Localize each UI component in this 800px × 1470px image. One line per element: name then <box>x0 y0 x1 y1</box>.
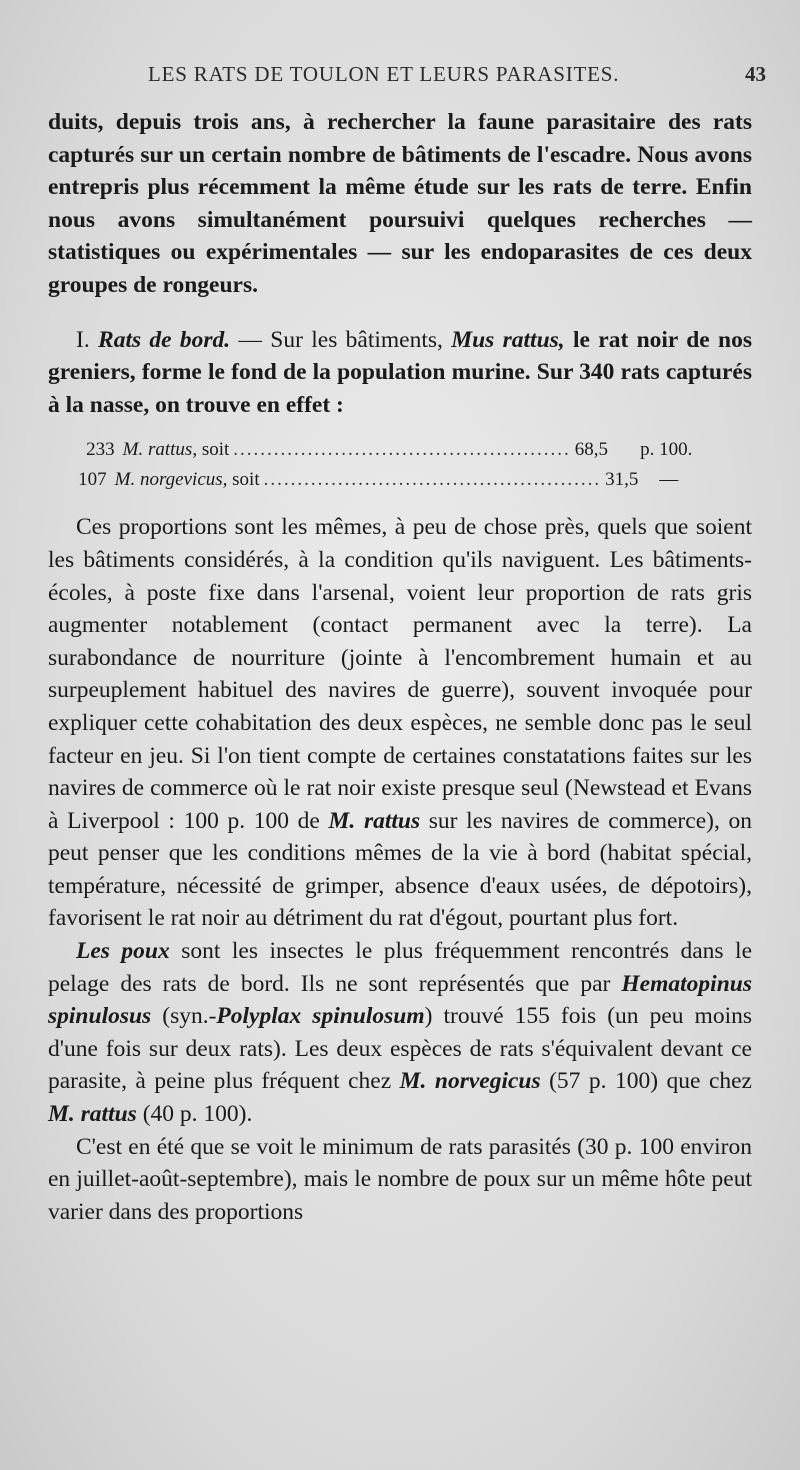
section-text: le rat noir de nos greniers, forme le fond de la population murine. Sur 340 rats capturés à la nasse, on trouve en effet : <box>48 326 753 418</box>
paragraph-text: duits, depuis trois ans, à rechercher la faune parasitaire des rats capturés sur un certain nombre de bâtiments de l'escadre. Nous avons entrepris plus récemment la même étude sur les rats de terre. Enfin nous avons simultanément poursuivi quelques recherches — statistiques ou expérimentales — sur les endoparasites de ces deux groupes de rongeurs. <box>48 109 752 298</box>
tally-species: M. rattus, <box>122 439 198 461</box>
paragraph-text: (40 p. 100). <box>136 1101 253 1128</box>
paragraph-text: sont les insectes le plus fréquemment rencontrés dans le pelage des rats de bord. Ils ne sont représentés que par <box>48 938 752 997</box>
species-name: Polyplax spinulosum <box>216 1003 425 1030</box>
section-title: Rats de bord. <box>98 326 231 353</box>
species-name: M. rattus <box>328 807 421 834</box>
tally-label <box>123 435 230 465</box>
tally-unit: p. 100. <box>640 439 693 461</box>
tally-count: 233 <box>86 439 115 461</box>
tally-species: M. norgevicus, <box>114 469 228 491</box>
tally-value: 68,5 <box>574 439 609 461</box>
section-numeral: I. <box>76 326 90 353</box>
paragraph-summer <box>48 1131 752 1229</box>
paragraph-poux <box>48 935 752 1131</box>
running-head: LES RATS DE TOULON ET LEURS PARASITES. <box>148 62 620 86</box>
page-number: 43 <box>745 62 766 86</box>
body-text <box>48 106 752 1228</box>
tally-leader-dots: .................................................. <box>233 439 571 461</box>
paragraph-text: Ces proportions sont les mêmes, à peu de chose près, quels que soient les bâtiments considérés, à la condition qu'ils naviguent. Les bâtiments-écoles, à poste fixe dans l'arsenal, voient leur proportion de rats gris augmenter notablement (contact permanent avec la terre). La surabondance de nourriture (jointe à l'encombrement humain et au surpeuplement habituel des navires de guerre), souvent invoquée pour expliquer cette cohabitation des deux espèces, ne semble donc pas le seul facteur en jeu. Si l'on tient compte de certaines constatations faites sur les navires de commerce où le rat noir existe presque seul (Newstead et Evans à Liverpool : 100 p. 100 de <box>48 514 752 834</box>
species-name: Mus rattus, <box>451 326 565 353</box>
tally-unit: — <box>659 469 679 491</box>
tally-label <box>115 465 260 495</box>
tally-count: 107 <box>78 469 107 491</box>
species-name: Hematopinus spinulosus <box>48 970 752 1030</box>
tally-row <box>48 435 752 465</box>
section-paragraph-rats-de-bord <box>48 324 752 422</box>
tally-label-tail: soit <box>227 469 260 491</box>
tally-value: 31,5 <box>605 469 639 491</box>
tally-table <box>48 435 752 495</box>
paragraph-text: (syn.- <box>151 1003 217 1030</box>
paragraph-text: (57 p. 100) que chez <box>540 1068 752 1095</box>
paragraph-text: C'est en été que se voit le minimum de rats parasités (30 p. 100 environ en juillet-août-septembre), mais le nombre de poux sur un même hôte peut varier dans des proportions <box>48 1133 752 1225</box>
tally-row <box>48 465 752 495</box>
tally-leader-dots: .................................................. <box>263 469 602 491</box>
paragraph-lead: Les poux <box>76 938 170 965</box>
paragraph-text-tail: sur les navires de commerce), on peut penser que les conditions mêmes de la vie à bord (habitat spécial, température, nécessité de grimper, absence d'eaux usées, de dépotoirs), favorisent le rat noir au détriment du rat d'égout, pourtant plus fort. <box>48 807 752 932</box>
tally-label-tail: soit <box>197 439 230 461</box>
paragraph-text: ) trouvé 155 fois (un peu moins d'une fois sur deux rats). Les deux espèces de rats s'équivalent devant ce parasite, à peine plus fréquent chez <box>48 1003 752 1095</box>
page-header <box>0 58 800 98</box>
species-name: M. norvegicus <box>399 1068 541 1095</box>
paragraph-continuation <box>48 106 752 302</box>
section-dash: — Sur les bâtiments, <box>230 326 452 353</box>
paragraph-proportions <box>48 511 752 935</box>
species-name: M. rattus <box>48 1101 137 1128</box>
